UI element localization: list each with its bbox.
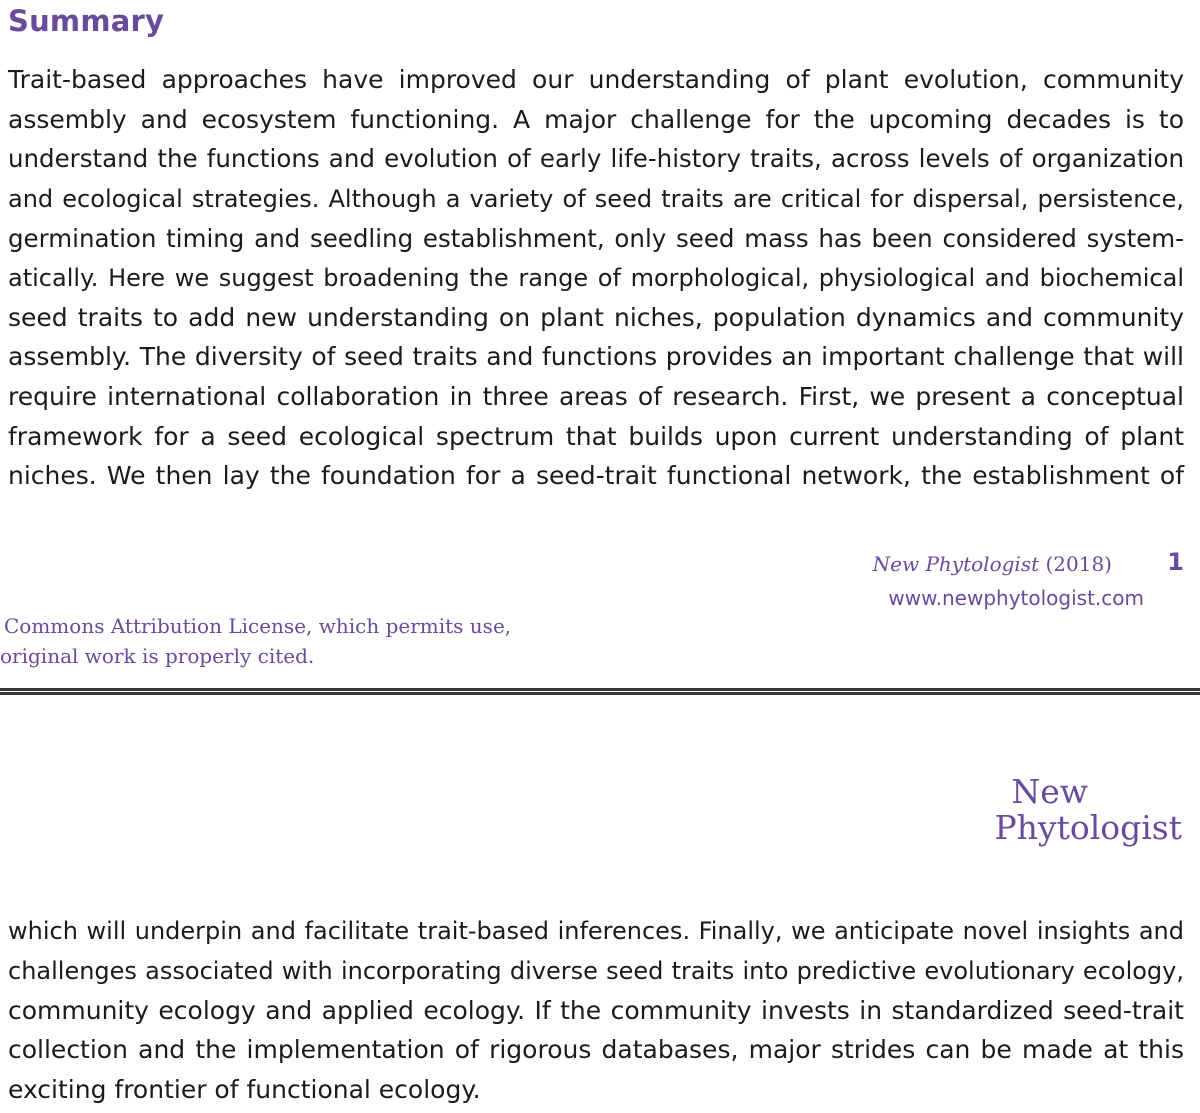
- summary-line: community ecology and applied ecology. If the community invests in standardized seed-trait: [8, 996, 1184, 1025]
- summary-line: require international collaboration in three areas of research. First, we present a conceptual: [8, 382, 1184, 411]
- summary-line: assembly and ecosystem functioning. A major challenge for the upcoming decades is to: [8, 105, 1184, 134]
- license-text-line: original work is properly cited.: [0, 644, 315, 668]
- journal-url[interactable]: www.newphytologist.com: [888, 586, 1144, 610]
- summary-line: understand the functions and evolution of early life-history traits, across levels of organization: [8, 144, 1184, 173]
- page-number: 1: [1167, 548, 1184, 576]
- journal-name: New Phytologist: [872, 552, 1040, 576]
- journal-logo-line: Phytologist: [994, 808, 1182, 847]
- summary-line: collection and the implementation of rigorous databases, major strides can be made at this: [8, 1035, 1184, 1064]
- summary-line: assembly. The diversity of seed traits and functions provides an important challenge that will: [8, 342, 1184, 371]
- journal-year: (2018): [1045, 552, 1112, 576]
- summary-line: and ecological strategies. Although a variety of seed traits are critical for dispersal, persistence,: [8, 185, 1184, 213]
- summary-line: germination timing and seedling establishment, only seed mass has been considered system-: [8, 224, 1184, 253]
- summary-line: atically. Here we suggest broadening the range of morphological, physiological and biochemical: [8, 264, 1184, 292]
- summary-line: Trait-based approaches have improved our understanding of plant evolution, community: [8, 65, 1184, 94]
- license-text-line: Commons Attribution License, which permits use,: [4, 614, 512, 638]
- summary-line: framework for a seed ecological spectrum that builds upon current understanding of plant: [8, 422, 1184, 451]
- summary-line: exciting frontier of functional ecology.: [8, 1075, 481, 1104]
- journal-logo-line: New: [1011, 772, 1088, 811]
- summary-heading: Summary: [8, 4, 165, 38]
- page-divider: [0, 688, 1200, 695]
- journal-citation: [873, 552, 1112, 576]
- summary-line: seed traits to add new understanding on plant niches, population dynamics and community: [8, 303, 1184, 332]
- summary-line: challenges associated with incorporating diverse seed traits into predictive evolutionary ecology,: [8, 957, 1184, 985]
- summary-line: which will underpin and facilitate trait-based inferences. Finally, we anticipate novel insights and: [8, 917, 1184, 945]
- summary-line: niches. We then lay the foundation for a seed-trait functional network, the establishment of: [8, 461, 1184, 490]
